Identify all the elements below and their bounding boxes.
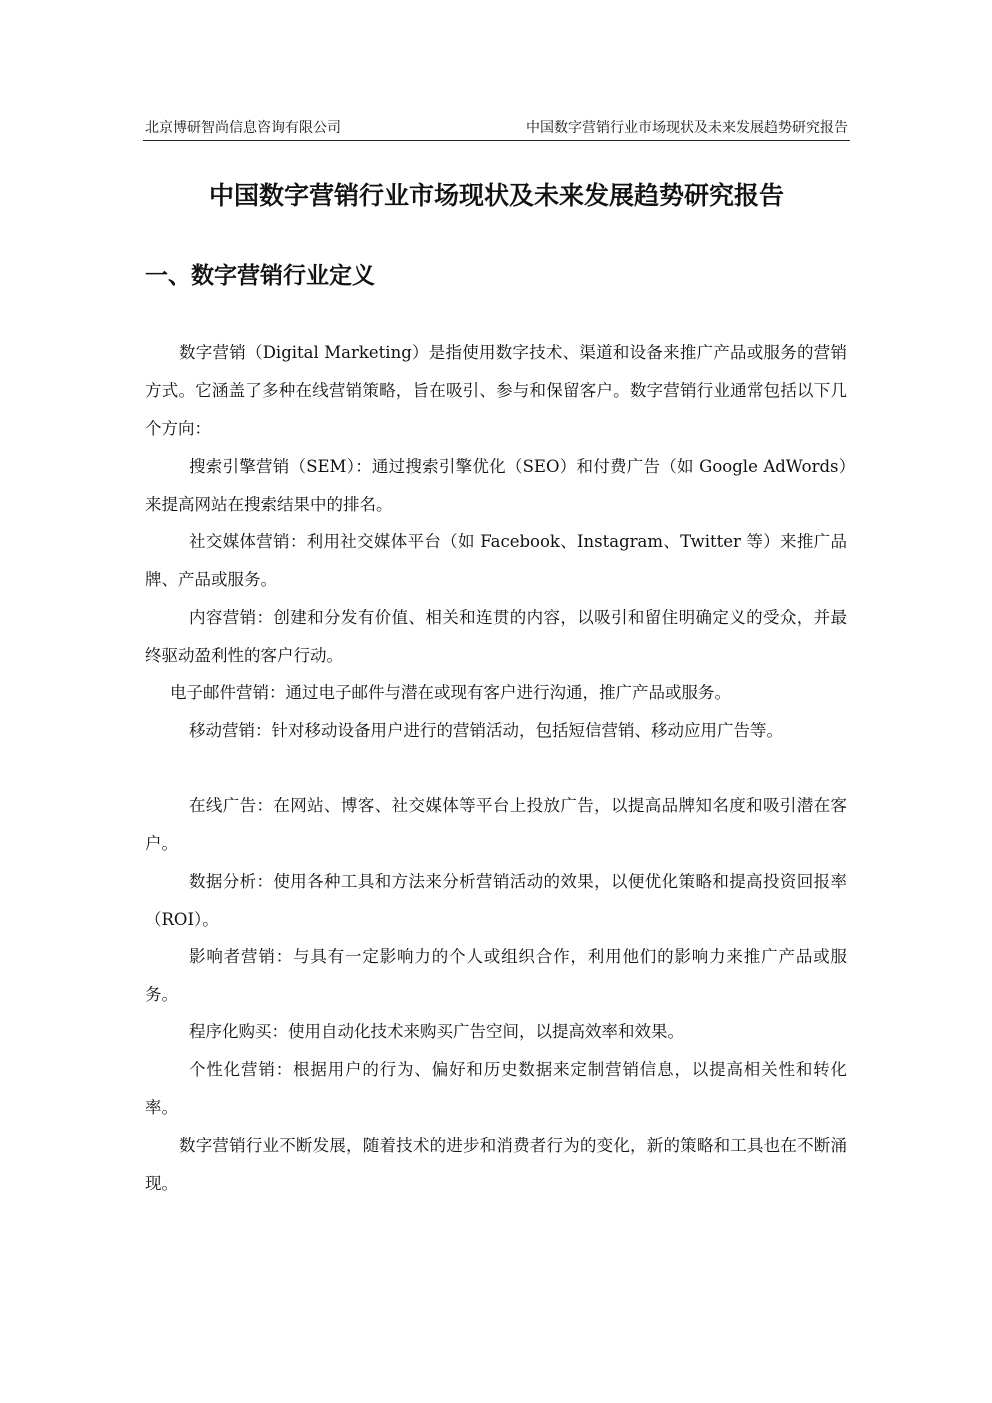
header-company-name: 北京博研智尚信息咨询有限公司 xyxy=(145,120,341,136)
paragraph-data-analysis: 数据分析：使用各种工具和方法来分析营销活动的效果，以便优化策略和提高投资回报率（ROI）。 xyxy=(145,872,847,929)
paragraph-programmatic-buying: 程序化购买：使用自动化技术来购买广告空间，以提高效率和效果。 xyxy=(189,1022,684,1041)
paragraph-content-marketing: 内容营销：创建和分发有价值、相关和连贯的内容，以吸引和留住明确定义的受众，并最终驱动盈利性的客户行动。 xyxy=(145,608,847,665)
paragraph-influencer-marketing: 影响者营销：与具有一定影响力的个人或组织合作，利用他们的影响力来推广产品或服务。 xyxy=(145,947,847,1004)
paragraph-definition: 数字营销（Digital Marketing）是指使用数字技术、渠道和设备来推广产品或服务的营销方式。它涵盖了多种在线营销策略，旨在吸引、参与和保留客户。数字营销行业通常包括以下几个方向： xyxy=(145,343,847,438)
paragraph-online-ads: 在线广告：在网站、博客、社交媒体等平台上投放广告，以提高品牌知名度和吸引潜在客户。 xyxy=(145,796,847,853)
header-report-title: 中国数字营销行业市场现状及未来发展趋势研究报告 xyxy=(526,120,848,136)
paragraph-personalized-marketing: 个性化营销：根据用户的行为、偏好和历史数据来定制营销信息，以提高相关性和转化率。 xyxy=(145,1060,847,1117)
page-header xyxy=(143,118,850,141)
paragraph-sem: 搜索引擎营销（SEM）：通过搜索引擎优化（SEO）和付费广告（如 Google AdWords）来提高网站在搜索结果中的排名。 xyxy=(145,457,847,514)
paragraph-email-marketing: 电子邮件营销：通过电子邮件与潜在或现有客户进行沟通，推广产品或服务。 xyxy=(170,683,731,702)
paragraph-social-media: 社交媒体营销：利用社交媒体平台（如 Facebook、Instagram、Twitter 等）来推广品牌、产品或服务。 xyxy=(145,532,847,589)
document-title: 中国数字营销行业市场现状及未来发展趋势研究报告 xyxy=(208,181,784,210)
section-heading: 一、数字营销行业定义 xyxy=(145,263,375,289)
paragraph-conclusion: 数字营销行业不断发展，随着技术的进步和消费者行为的变化，新的策略和工具也在不断涌现。 xyxy=(145,1136,847,1193)
paragraph-mobile-marketing: 移动营销：针对移动设备用户进行的营销活动，包括短信营销、移动应用广告等。 xyxy=(189,721,783,740)
